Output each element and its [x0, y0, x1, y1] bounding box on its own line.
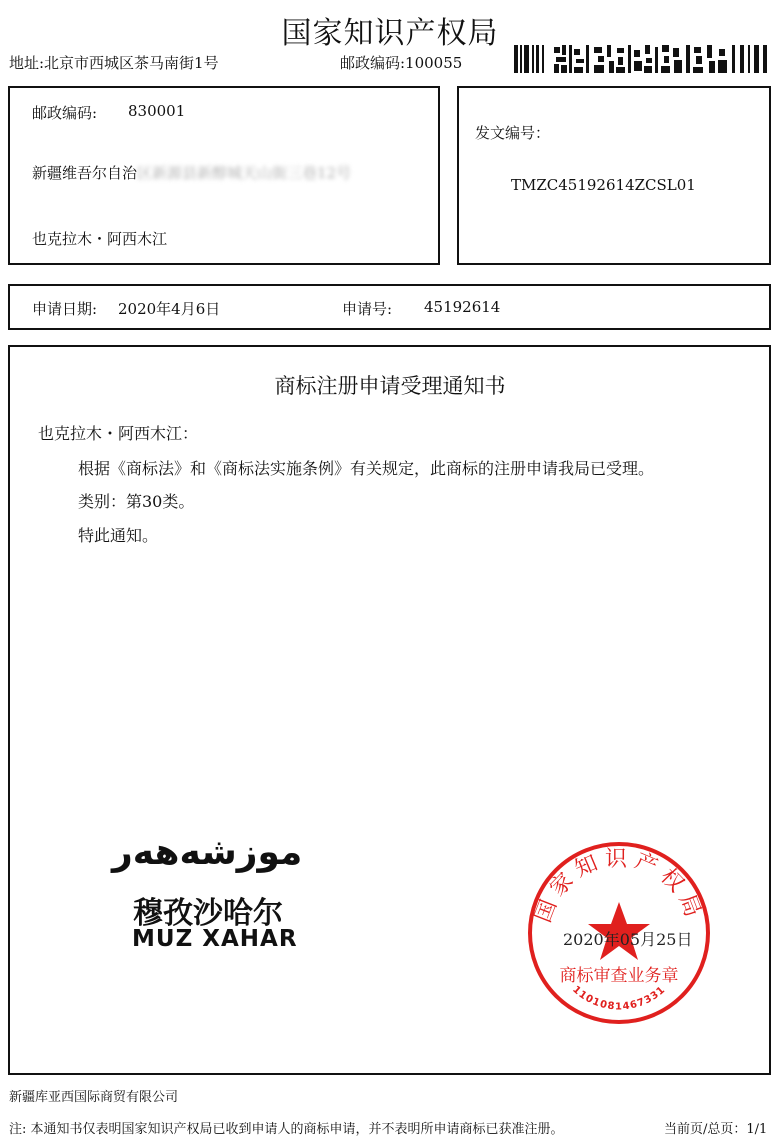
footer-note: 注: 本通知书仅表明国家知识产权局已收到申请人的商标申请，并不表明所申请商标已获准注册。 — [9, 1122, 564, 1137]
recipient-postal-value: 830001 — [128, 102, 186, 120]
application-info-box — [8, 284, 771, 330]
application-number-label: 申请号: — [342, 300, 393, 318]
reference-label: 发文编号： — [475, 124, 551, 142]
seal-bottom-text: 商标审查业务章 — [559, 966, 679, 986]
notice-body: 根据《商标法》和《商标法实施条例》有关规定，此商标的注册申请我局已受理。 — [78, 459, 655, 478]
recipient-address-redacted: 区新源县新醇城天山街三巷12号 — [137, 164, 352, 182]
reference-number: TMZC45192614ZCSL01 — [511, 176, 696, 194]
notice-salutation: 也克拉木・阿西木江： — [38, 424, 199, 443]
application-number-value: 45192614 — [424, 298, 501, 316]
reference-box — [457, 86, 771, 265]
trademark-uyghur-text: موزشەھەر — [112, 832, 303, 873]
application-date-value: 2020年4月6日 — [118, 300, 221, 318]
application-date-label: 申请日期: — [32, 300, 98, 318]
recipient-postal-label: 邮政编码: — [32, 104, 98, 122]
recipient-name: 也克拉木・阿西木江 — [32, 230, 168, 248]
footer-company: 新疆库亚西国际商贸有限公司 — [9, 1090, 179, 1105]
recipient-box — [8, 86, 440, 265]
footer-page-indicator: 当前页/总页：1/1 — [664, 1122, 768, 1137]
notice-category: 类别：第30类。 — [78, 492, 195, 511]
seal-serial: 1101081467331 — [570, 984, 668, 1013]
notice-title: 商标注册申请受理通知书 — [274, 374, 506, 398]
trademark-latin-text: MUZ XAHAR — [132, 926, 298, 952]
seal-issue-date: 2020年05月25日 — [563, 930, 693, 949]
office-title: 国家知识产权局 — [281, 16, 499, 51]
notice-closing: 特此通知。 — [78, 526, 159, 545]
barcode-image — [514, 45, 768, 73]
seal-ring-text: 国家知识产权局 — [530, 847, 708, 927]
trademark-chinese-text: 穆孜沙哈尔 — [133, 896, 283, 931]
office-address: 地址:北京市西城区茶马南街1号 — [9, 54, 219, 72]
office-postal-code: 邮政编码:100055 — [340, 54, 463, 72]
recipient-address-visible: 新疆维吾尔自治 — [32, 164, 138, 182]
recipient-address — [32, 162, 351, 183]
